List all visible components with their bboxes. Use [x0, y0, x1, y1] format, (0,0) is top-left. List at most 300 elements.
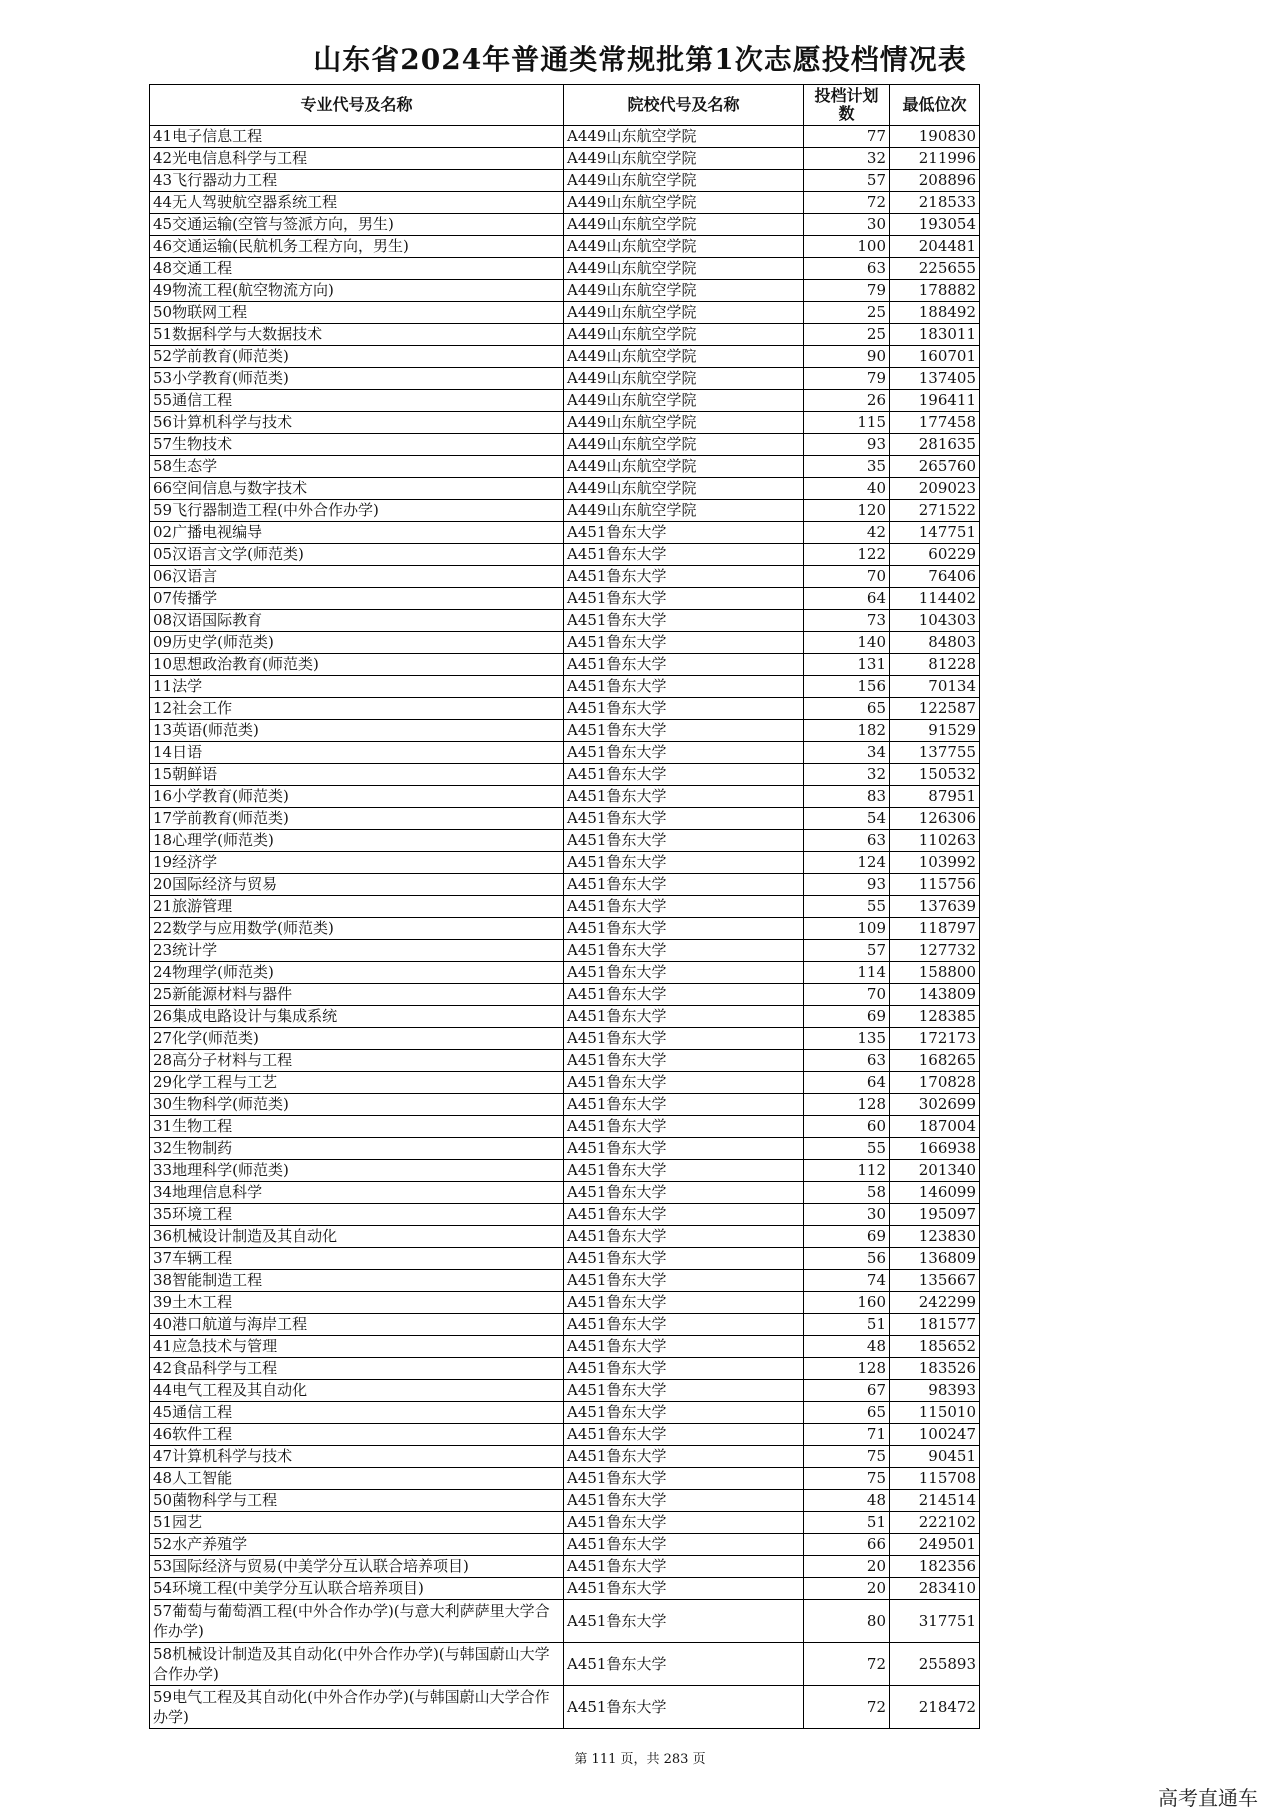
- cell-plan: 48: [804, 1336, 890, 1358]
- cell-school: A451鲁东大学: [564, 962, 804, 984]
- cell-plan: 124: [804, 852, 890, 874]
- cell-school: A451鲁东大学: [564, 1512, 804, 1534]
- cell-major: 05汉语言文学(师范类): [150, 544, 564, 566]
- cell-school: A451鲁东大学: [564, 1402, 804, 1424]
- cell-plan: 25: [804, 302, 890, 324]
- cell-rank: 115756: [890, 874, 980, 896]
- table-row: [150, 588, 980, 610]
- cell-school: A449山东航空学院: [564, 302, 804, 324]
- cell-plan: 57: [804, 170, 890, 192]
- cell-plan: 64: [804, 588, 890, 610]
- cell-school: A451鲁东大学: [564, 786, 804, 808]
- cell-school: A451鲁东大学: [564, 1380, 804, 1402]
- cell-plan: 30: [804, 1204, 890, 1226]
- cell-rank: 178882: [890, 280, 980, 302]
- cell-plan: 114: [804, 962, 890, 984]
- cell-major: 54环境工程(中美学分互认联合培养项目): [150, 1578, 564, 1600]
- cell-rank: 214514: [890, 1490, 980, 1512]
- cell-major: 10思想政治教育(师范类): [150, 654, 564, 676]
- cell-rank: 271522: [890, 500, 980, 522]
- cell-school: A451鲁东大学: [564, 1490, 804, 1512]
- cell-plan: 70: [804, 566, 890, 588]
- cell-major: 53小学教育(师范类): [150, 368, 564, 390]
- header-rank: 最低位次: [890, 85, 980, 126]
- cell-major: 57生物技术: [150, 434, 564, 456]
- table-row: [150, 896, 980, 918]
- table-row: [150, 126, 980, 148]
- cell-rank: 218472: [890, 1686, 980, 1729]
- cell-plan: 93: [804, 434, 890, 456]
- cell-school: A451鲁东大学: [564, 830, 804, 852]
- cell-school: A451鲁东大学: [564, 720, 804, 742]
- cell-rank: 181577: [890, 1314, 980, 1336]
- cell-plan: 32: [804, 148, 890, 170]
- cell-rank: 183526: [890, 1358, 980, 1380]
- cell-rank: 218533: [890, 192, 980, 214]
- cell-school: A451鲁东大学: [564, 522, 804, 544]
- table-row: [150, 1292, 980, 1314]
- cell-plan: 120: [804, 500, 890, 522]
- cell-school: A451鲁东大学: [564, 940, 804, 962]
- table-row: [150, 940, 980, 962]
- cell-plan: 75: [804, 1446, 890, 1468]
- cell-rank: 135667: [890, 1270, 980, 1292]
- cell-school: A451鲁东大学: [564, 742, 804, 764]
- cell-major: 42食品科学与工程: [150, 1358, 564, 1380]
- cell-major: 56计算机科学与技术: [150, 412, 564, 434]
- table-row: [150, 236, 980, 258]
- cell-major: 31生物工程: [150, 1116, 564, 1138]
- cell-rank: 185652: [890, 1336, 980, 1358]
- table-row: [150, 1643, 980, 1686]
- cell-plan: 109: [804, 918, 890, 940]
- cell-school: A451鲁东大学: [564, 1292, 804, 1314]
- table-row: [150, 1248, 980, 1270]
- table-row: [150, 808, 980, 830]
- table-row: [150, 1358, 980, 1380]
- cell-major: 07传播学: [150, 588, 564, 610]
- table-row: [150, 500, 980, 522]
- table-row: [150, 1072, 980, 1094]
- cell-rank: 110263: [890, 830, 980, 852]
- cell-rank: 147751: [890, 522, 980, 544]
- cell-plan: 83: [804, 786, 890, 808]
- cell-major: 12社会工作: [150, 698, 564, 720]
- cell-plan: 74: [804, 1270, 890, 1292]
- cell-school: A449山东航空学院: [564, 148, 804, 170]
- cell-rank: 222102: [890, 1512, 980, 1534]
- cell-plan: 42: [804, 522, 890, 544]
- cell-plan: 54: [804, 808, 890, 830]
- cell-school: A449山东航空学院: [564, 258, 804, 280]
- table-row: [150, 1402, 980, 1424]
- cell-plan: 69: [804, 1006, 890, 1028]
- cell-major: 32生物制药: [150, 1138, 564, 1160]
- cell-rank: 182356: [890, 1556, 980, 1578]
- table-row: [150, 874, 980, 896]
- cell-plan: 34: [804, 742, 890, 764]
- cell-major: 55通信工程: [150, 390, 564, 412]
- cell-rank: 103992: [890, 852, 980, 874]
- cell-plan: 48: [804, 1490, 890, 1512]
- cell-school: A451鲁东大学: [564, 918, 804, 940]
- cell-major: 37车辆工程: [150, 1248, 564, 1270]
- cell-rank: 170828: [890, 1072, 980, 1094]
- cell-rank: 281635: [890, 434, 980, 456]
- cell-school: A451鲁东大学: [564, 1424, 804, 1446]
- cell-major: 52学前教育(师范类): [150, 346, 564, 368]
- cell-plan: 77: [804, 126, 890, 148]
- cell-major: 39土木工程: [150, 1292, 564, 1314]
- cell-plan: 20: [804, 1556, 890, 1578]
- cell-major: 13英语(师范类): [150, 720, 564, 742]
- cell-school: A449山东航空学院: [564, 324, 804, 346]
- table-row: [150, 1160, 980, 1182]
- cell-rank: 136809: [890, 1248, 980, 1270]
- cell-school: A451鲁东大学: [564, 1072, 804, 1094]
- cell-major: 24物理学(师范类): [150, 962, 564, 984]
- cell-rank: 128385: [890, 1006, 980, 1028]
- cell-rank: 160701: [890, 346, 980, 368]
- table-row: [150, 830, 980, 852]
- cell-major: 35环境工程: [150, 1204, 564, 1226]
- cell-rank: 166938: [890, 1138, 980, 1160]
- cell-school: A451鲁东大学: [564, 1446, 804, 1468]
- table-row: [150, 1686, 980, 1729]
- cell-school: A451鲁东大学: [564, 1578, 804, 1600]
- cell-major: 25新能源材料与器件: [150, 984, 564, 1006]
- table-row: [150, 632, 980, 654]
- cell-major: 44无人驾驶航空器系统工程: [150, 192, 564, 214]
- table-row: [150, 346, 980, 368]
- cell-school: A451鲁东大学: [564, 874, 804, 896]
- cell-major: 48人工智能: [150, 1468, 564, 1490]
- cell-major: 40港口航道与海岸工程: [150, 1314, 564, 1336]
- cell-school: A451鲁东大学: [564, 588, 804, 610]
- cell-major: 46软件工程: [150, 1424, 564, 1446]
- cell-plan: 51: [804, 1512, 890, 1534]
- cell-rank: 249501: [890, 1534, 980, 1556]
- cell-rank: 143809: [890, 984, 980, 1006]
- cell-major: 22数学与应用数学(师范类): [150, 918, 564, 940]
- cell-school: A449山东航空学院: [564, 170, 804, 192]
- cell-rank: 265760: [890, 456, 980, 478]
- cell-major: 41应急技术与管理: [150, 1336, 564, 1358]
- admission-table: [149, 84, 980, 1729]
- cell-major: 66空间信息与数字技术: [150, 478, 564, 500]
- cell-plan: 63: [804, 830, 890, 852]
- cell-rank: 137639: [890, 896, 980, 918]
- cell-school: A451鲁东大学: [564, 1358, 804, 1380]
- cell-major: 29化学工程与工艺: [150, 1072, 564, 1094]
- cell-school: A449山东航空学院: [564, 214, 804, 236]
- cell-major: 02广播电视编导: [150, 522, 564, 544]
- cell-rank: 242299: [890, 1292, 980, 1314]
- cell-plan: 20: [804, 1578, 890, 1600]
- cell-rank: 201340: [890, 1160, 980, 1182]
- cell-school: A451鲁东大学: [564, 808, 804, 830]
- cell-major: 20国际经济与贸易: [150, 874, 564, 896]
- cell-plan: 51: [804, 1314, 890, 1336]
- cell-plan: 79: [804, 368, 890, 390]
- cell-plan: 70: [804, 984, 890, 1006]
- cell-rank: 317751: [890, 1600, 980, 1643]
- table-row: [150, 1490, 980, 1512]
- page-footer: 第 111 页，共 283 页: [574, 1752, 706, 1767]
- cell-major: 38智能制造工程: [150, 1270, 564, 1292]
- table-row: [150, 1006, 980, 1028]
- cell-rank: 137755: [890, 742, 980, 764]
- cell-major: 47计算机科学与技术: [150, 1446, 564, 1468]
- cell-plan: 60: [804, 1116, 890, 1138]
- table-row: [150, 456, 980, 478]
- cell-major: 57葡萄与葡萄酒工程(中外合作办学)(与意大利萨萨里大学合作办学): [150, 1600, 564, 1643]
- cell-plan: 32: [804, 764, 890, 786]
- cell-plan: 72: [804, 192, 890, 214]
- cell-plan: 100: [804, 236, 890, 258]
- cell-plan: 64: [804, 1072, 890, 1094]
- cell-major: 44电气工程及其自动化: [150, 1380, 564, 1402]
- table-row: [150, 1578, 980, 1600]
- cell-plan: 72: [804, 1643, 890, 1686]
- table-row: [150, 280, 980, 302]
- cell-school: A451鲁东大学: [564, 1006, 804, 1028]
- cell-rank: 122587: [890, 698, 980, 720]
- header-school: 院校代号及名称: [564, 85, 804, 126]
- cell-plan: 115: [804, 412, 890, 434]
- watermark: 高考直通车: [1158, 1786, 1258, 1810]
- cell-plan: 79: [804, 280, 890, 302]
- cell-plan: 35: [804, 456, 890, 478]
- cell-school: A451鲁东大学: [564, 1314, 804, 1336]
- cell-school: A449山东航空学院: [564, 478, 804, 500]
- cell-plan: 69: [804, 1226, 890, 1248]
- cell-school: A451鲁东大学: [564, 566, 804, 588]
- cell-major: 42光电信息科学与工程: [150, 148, 564, 170]
- cell-rank: 81228: [890, 654, 980, 676]
- cell-major: 51园艺: [150, 1512, 564, 1534]
- cell-plan: 80: [804, 1600, 890, 1643]
- cell-school: A451鲁东大学: [564, 1160, 804, 1182]
- cell-plan: 182: [804, 720, 890, 742]
- cell-school: A451鲁东大学: [564, 1600, 804, 1643]
- cell-major: 50物联网工程: [150, 302, 564, 324]
- cell-major: 49物流工程(航空物流方向): [150, 280, 564, 302]
- cell-plan: 58: [804, 1182, 890, 1204]
- cell-major: 59飞行器制造工程(中外合作办学): [150, 500, 564, 522]
- cell-rank: 172173: [890, 1028, 980, 1050]
- table-row: [150, 1094, 980, 1116]
- table-row: [150, 1204, 980, 1226]
- cell-school: A451鲁东大学: [564, 654, 804, 676]
- cell-school: A449山东航空学院: [564, 126, 804, 148]
- cell-rank: 104303: [890, 610, 980, 632]
- table-row: [150, 720, 980, 742]
- cell-plan: 160: [804, 1292, 890, 1314]
- cell-school: A451鲁东大学: [564, 1336, 804, 1358]
- cell-rank: 168265: [890, 1050, 980, 1072]
- cell-school: A451鲁东大学: [564, 1248, 804, 1270]
- cell-rank: 146099: [890, 1182, 980, 1204]
- cell-school: A449山东航空学院: [564, 390, 804, 412]
- table-row: [150, 1512, 980, 1534]
- cell-major: 36机械设计制造及其自动化: [150, 1226, 564, 1248]
- cell-rank: 208896: [890, 170, 980, 192]
- cell-school: A451鲁东大学: [564, 1050, 804, 1072]
- cell-rank: 76406: [890, 566, 980, 588]
- cell-major: 09历史学(师范类): [150, 632, 564, 654]
- cell-major: 58机械设计制造及其自动化(中外合作办学)(与韩国蔚山大学合作办学): [150, 1643, 564, 1686]
- cell-school: A449山东航空学院: [564, 500, 804, 522]
- table-row: [150, 1028, 980, 1050]
- table-row: [150, 852, 980, 874]
- cell-major: 23统计学: [150, 940, 564, 962]
- cell-rank: 115010: [890, 1402, 980, 1424]
- cell-school: A451鲁东大学: [564, 852, 804, 874]
- cell-major: 45交通运输(空管与签派方向，男生): [150, 214, 564, 236]
- cell-school: A451鲁东大学: [564, 1270, 804, 1292]
- table-row: [150, 192, 980, 214]
- table-row: [150, 1380, 980, 1402]
- table-row: [150, 1336, 980, 1358]
- cell-plan: 128: [804, 1358, 890, 1380]
- cell-school: A449山东航空学院: [564, 412, 804, 434]
- table-row: [150, 786, 980, 808]
- table-row: [150, 522, 980, 544]
- table-row: [150, 698, 980, 720]
- cell-major: 53国际经济与贸易(中美学分互认联合培养项目): [150, 1556, 564, 1578]
- cell-plan: 57: [804, 940, 890, 962]
- cell-plan: 90: [804, 346, 890, 368]
- cell-school: A449山东航空学院: [564, 236, 804, 258]
- cell-major: 19经济学: [150, 852, 564, 874]
- cell-plan: 75: [804, 1468, 890, 1490]
- table-row: [150, 764, 980, 786]
- table-row: [150, 1468, 980, 1490]
- cell-school: A451鲁东大学: [564, 1556, 804, 1578]
- cell-major: 16小学教育(师范类): [150, 786, 564, 808]
- cell-rank: 188492: [890, 302, 980, 324]
- table-row: [150, 148, 980, 170]
- table-body: [150, 126, 980, 1729]
- cell-school: A451鲁东大学: [564, 1094, 804, 1116]
- cell-plan: 67: [804, 1380, 890, 1402]
- table-row: [150, 302, 980, 324]
- cell-rank: 60229: [890, 544, 980, 566]
- cell-rank: 196411: [890, 390, 980, 412]
- cell-rank: 204481: [890, 236, 980, 258]
- cell-rank: 114402: [890, 588, 980, 610]
- cell-plan: 26: [804, 390, 890, 412]
- cell-rank: 183011: [890, 324, 980, 346]
- cell-school: A449山东航空学院: [564, 280, 804, 302]
- cell-school: A449山东航空学院: [564, 456, 804, 478]
- cell-plan: 73: [804, 610, 890, 632]
- cell-school: A451鲁东大学: [564, 1468, 804, 1490]
- table-row: [150, 1116, 980, 1138]
- table-row: [150, 434, 980, 456]
- cell-rank: 195097: [890, 1204, 980, 1226]
- cell-rank: 126306: [890, 808, 980, 830]
- cell-plan: 65: [804, 1402, 890, 1424]
- table-row: [150, 1182, 980, 1204]
- cell-school: A451鲁东大学: [564, 1138, 804, 1160]
- cell-school: A449山东航空学院: [564, 192, 804, 214]
- cell-school: A451鲁东大学: [564, 1226, 804, 1248]
- cell-major: 41电子信息工程: [150, 126, 564, 148]
- cell-rank: 225655: [890, 258, 980, 280]
- table-row: [150, 214, 980, 236]
- cell-rank: 177458: [890, 412, 980, 434]
- table-row: [150, 962, 980, 984]
- table-row: [150, 544, 980, 566]
- cell-major: 59电气工程及其自动化(中外合作办学)(与韩国蔚山大学合作办学): [150, 1686, 564, 1729]
- cell-major: 46交通运输(民航机务工程方向，男生): [150, 236, 564, 258]
- cell-major: 15朝鲜语: [150, 764, 564, 786]
- table-row: [150, 566, 980, 588]
- table-header-row: [150, 85, 980, 126]
- cell-rank: 302699: [890, 1094, 980, 1116]
- cell-rank: 283410: [890, 1578, 980, 1600]
- table-row: [150, 1600, 980, 1643]
- cell-major: 11法学: [150, 676, 564, 698]
- cell-plan: 72: [804, 1686, 890, 1729]
- cell-major: 52水产养殖学: [150, 1534, 564, 1556]
- cell-major: 14日语: [150, 742, 564, 764]
- cell-plan: 25: [804, 324, 890, 346]
- cell-school: A451鲁东大学: [564, 1116, 804, 1138]
- cell-school: A451鲁东大学: [564, 610, 804, 632]
- cell-rank: 70134: [890, 676, 980, 698]
- table-row: [150, 1226, 980, 1248]
- cell-rank: 158800: [890, 962, 980, 984]
- cell-rank: 255893: [890, 1643, 980, 1686]
- table-row: [150, 170, 980, 192]
- cell-major: 58生态学: [150, 456, 564, 478]
- table-row: [150, 1270, 980, 1292]
- cell-plan: 55: [804, 896, 890, 918]
- cell-rank: 100247: [890, 1424, 980, 1446]
- cell-rank: 98393: [890, 1380, 980, 1402]
- cell-school: A449山东航空学院: [564, 368, 804, 390]
- cell-plan: 55: [804, 1138, 890, 1160]
- table-row: [150, 1534, 980, 1556]
- page-title: 山东省2024年普通类常规批第1次志愿投档情况表: [313, 43, 967, 76]
- cell-plan: 63: [804, 1050, 890, 1072]
- table-row: [150, 1446, 980, 1468]
- cell-plan: 122: [804, 544, 890, 566]
- cell-plan: 56: [804, 1248, 890, 1270]
- cell-major: 06汉语言: [150, 566, 564, 588]
- cell-rank: 84803: [890, 632, 980, 654]
- cell-school: A449山东航空学院: [564, 346, 804, 368]
- table-row: [150, 1424, 980, 1446]
- cell-plan: 30: [804, 214, 890, 236]
- cell-plan: 65: [804, 698, 890, 720]
- cell-plan: 128: [804, 1094, 890, 1116]
- cell-rank: 87951: [890, 786, 980, 808]
- cell-school: A451鲁东大学: [564, 1028, 804, 1050]
- table-row: [150, 918, 980, 940]
- cell-school: A451鲁东大学: [564, 1643, 804, 1686]
- cell-rank: 150532: [890, 764, 980, 786]
- table-row: [150, 1314, 980, 1336]
- cell-rank: 190830: [890, 126, 980, 148]
- table-row: [150, 478, 980, 500]
- table-row: [150, 1138, 980, 1160]
- table-row: [150, 390, 980, 412]
- cell-major: 08汉语国际教育: [150, 610, 564, 632]
